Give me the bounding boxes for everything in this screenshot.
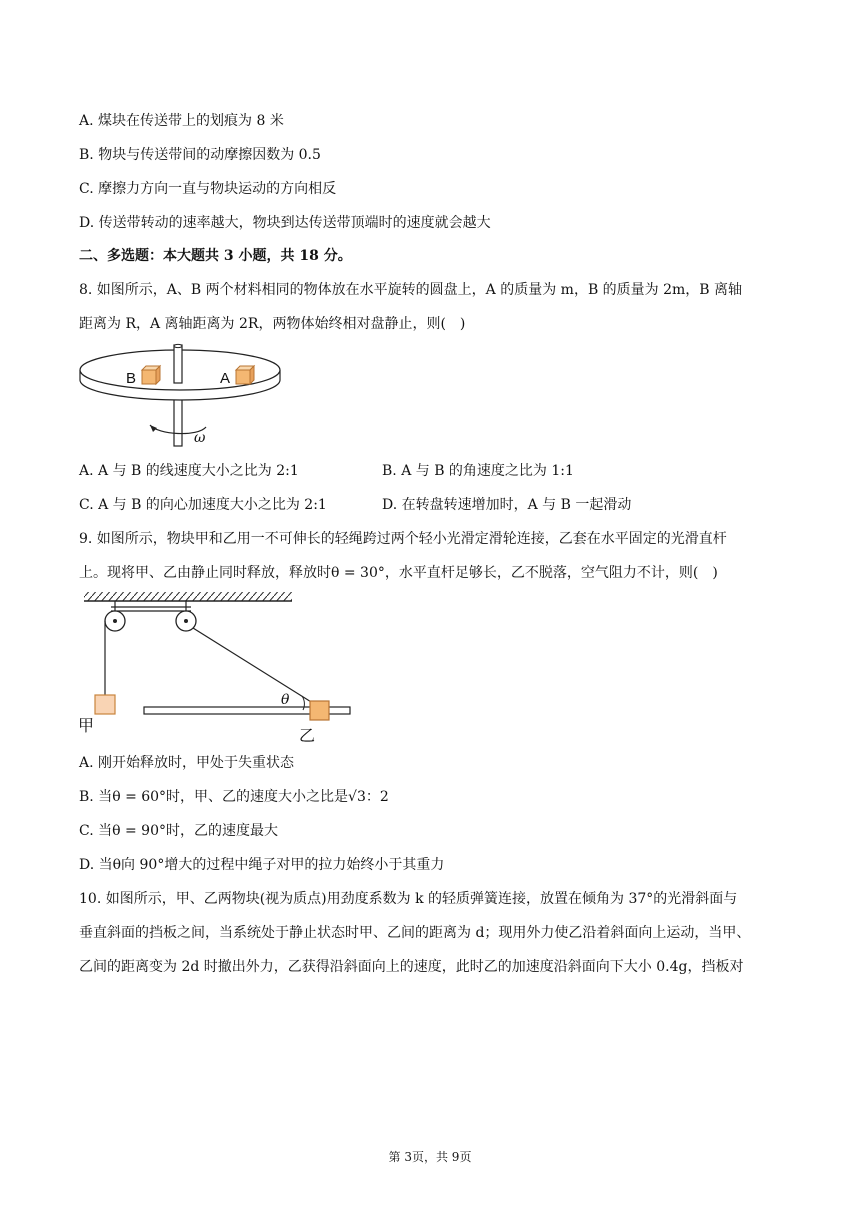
label-theta: θ: [281, 692, 290, 708]
section-title: 二、多选题：本大题共 3 小题，共 18 分。: [79, 248, 352, 264]
label-jia: 甲: [78, 716, 95, 735]
q7-option-d: D. 传送带转动的速率越大，物块到达传送带顶端时的速度就会越大: [79, 215, 491, 231]
q10-stem-line2: 垂直斜面的挡板之间，当系统处于静止状态时甲、乙间的距离为 d；现用外力使乙沿着斜面向上运动，当甲、: [79, 925, 751, 941]
q9-option-b: B. 当θ = 60°时，甲、乙的速度大小之比是√3：2: [79, 789, 389, 805]
rope-diagonal: [193, 628, 316, 705]
q9-figure-pulleys: [78, 588, 358, 746]
label-omega: ω: [194, 430, 206, 446]
q7-option-a: A. 煤块在传送带上的划痕为 8 米: [79, 113, 284, 129]
q8-option-d: D. 在转盘转速增加时，A 与 B 一起滑动: [382, 497, 632, 513]
q7-option-c: C. 摩擦力方向一直与物块运动的方向相反: [79, 181, 337, 197]
q10-stem-line3: 乙间的距离变为 2d 时撤出外力，乙获得沿斜面向上的速度，此时乙的加速度沿斜面向下大小 0.4g，挡板对: [79, 959, 744, 975]
q9-option-d: D. 当θ向 90°增大的过程中绳子对甲的拉力始终小于其重力: [79, 857, 445, 873]
label-a: A: [220, 370, 231, 387]
q8-option-a: A. A 与 B 的线速度大小之比为 2:1: [79, 463, 299, 479]
label-b: B: [126, 370, 137, 387]
q9-stem-line1: 9. 如图所示，物块甲和乙用一不可伸长的轻绳跨过两个轻小光滑定滑轮连接，乙套在水平固定的光滑直杆: [79, 531, 727, 547]
q8-option-b: B. A 与 B 的角速度之比为 1:1: [382, 463, 574, 479]
q8-option-c: C. A 与 B 的向心加速度大小之比为 2:1: [79, 497, 327, 513]
q9-option-a: A. 刚开始释放时，甲处于失重状态: [79, 755, 295, 771]
q8-stem-line1: 8. 如图所示，A、B 两个材料相同的物体放在水平旋转的圆盘上，A 的质量为 m，B 的质量为 2m，B 离轴: [79, 282, 743, 298]
q8-figure-turntable: [78, 343, 288, 448]
q7-option-b: B. 物块与传送带间的动摩擦因数为 0.5: [79, 147, 321, 163]
block-jia: [95, 695, 115, 714]
block-a: [236, 366, 254, 384]
page-footer: 第 3页，共 9页: [388, 1150, 472, 1164]
block-yi: [310, 701, 329, 720]
q8-stem-line2: 距离为 R，A 离轴距离为 2R，两物体始终相对盘静止，则( ): [79, 316, 466, 332]
q9-stem-line2: 上。现将甲、乙由静止同时释放，释放时θ = 30°，水平直杆足够长，乙不脱落，空气阻力不计，则( ): [79, 565, 718, 581]
label-yi: 乙: [299, 726, 316, 745]
ceiling-hatch: [84, 592, 292, 601]
turntable-lower-shaft: [174, 398, 182, 446]
q9-option-c: C. 当θ = 90°时，乙的速度最大: [79, 823, 278, 839]
q10-stem-line1: 10. 如图所示，甲、乙两物块(视为质点)用劲度系数为 k 的轻质弹簧连接，放置在倾角为 37°的光滑斜面与: [79, 891, 738, 907]
turntable-upper-shaft: [174, 345, 182, 383]
block-b: [142, 366, 160, 384]
